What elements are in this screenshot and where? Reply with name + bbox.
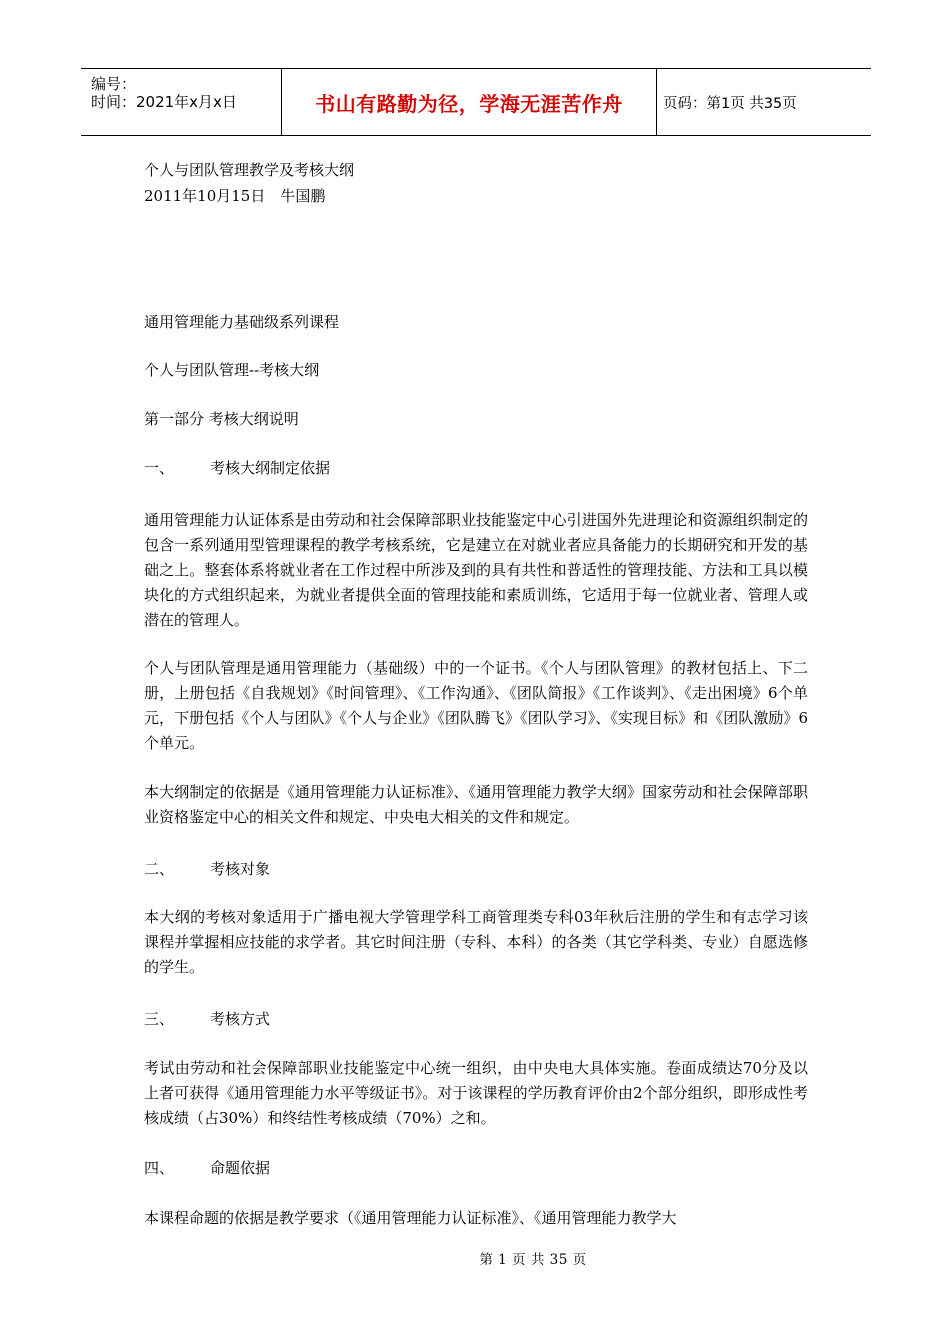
section-heading	[144, 456, 330, 481]
section-heading	[144, 857, 270, 882]
outline-subtitle: 个人与团队管理--考核大纲	[144, 361, 320, 379]
part-heading: 第一部分 考核大纲说明	[144, 410, 299, 428]
header-motto-cell	[282, 69, 657, 135]
section-title: 命题依据	[210, 1159, 271, 1177]
section-title: 考核大纲制定依据	[210, 459, 331, 477]
section-number: 一、	[144, 459, 175, 477]
document-title: 个人与团队管理教学及考核大纲	[144, 161, 355, 179]
section-heading	[144, 1156, 270, 1181]
section-title: 考核方式	[210, 1010, 271, 1028]
paragraph: 考试由劳动和社会保障部职业技能鉴定中心统一组织，由中央电大具体实施。卷面成绩达70分及以上者可获得《通用管理能力水平等级证书》。对于该课程的学历教育评价由2个部分组织，即形成性考核成绩（占30%）和终结性考核成绩（70%）之和。	[144, 1059, 808, 1127]
section-number: 三、	[144, 1010, 175, 1028]
footer-page-number: 第 1 页 共 35 页	[479, 1252, 587, 1268]
paragraph: 本大纲制定的依据是《通用管理能力认证标准》、《通用管理能力教学大纲》国家劳动和社会保障部职业资格鉴定中心的相关文件和规定、中央电大相关的文件和规定。	[144, 783, 808, 826]
motto-text: 书山有路勤为径，学海无涯苦作舟	[315, 91, 623, 116]
section-number: 二、	[144, 860, 175, 878]
paragraph: 本大纲的考核对象适用于广播电视大学管理学科工商管理类专科03年秋后注册的学生和有志学习该课程并掌握相应技能的求学者。其它时间注册（专科、本科）的各类（其它学科类、专业）自愿选修的学生。	[144, 908, 808, 976]
header-page-cell	[657, 69, 871, 135]
document-meta: 2011年10月15日 牛国鹏	[144, 187, 326, 205]
page-footer	[0, 1248, 950, 1268]
section-title: 考核对象	[210, 860, 271, 878]
paragraph: 本课程命题的依据是教学要求（《通用管理能力认证标准》、《通用管理能力教学大	[144, 1209, 677, 1227]
number-label: 编号：	[91, 75, 137, 93]
time-label: 时间：2021年x月x日	[91, 93, 237, 111]
series-title: 通用管理能力基础级系列课程	[144, 313, 340, 331]
section-number: 四、	[144, 1159, 175, 1177]
section-heading	[144, 1007, 270, 1032]
header-meta-cell	[81, 69, 282, 135]
page-info: 页码：第1页 共35页	[663, 95, 797, 112]
paragraph: 通用管理能力认证体系是由劳动和社会保障部职业技能鉴定中心引进国外先进理论和资源组织制定的包含一系列通用型管理课程的教学考核系统，它是建立在对就业者应具备能力的长期研究和开发的基础之上。整套体系将就业者在工作过程中所涉及到的具有共性和普适性的管理技能、方法和工具以模块化的方式组织起来，为就业者提供全面的管理技能和素质训练，它适用于每一位就业者、管理人或潜在的管理人。	[144, 511, 808, 629]
paragraph: 个人与团队管理是通用管理能力（基础级）中的一个证书。《个人与团队管理》的教材包括上、下二册，上册包括《自我规划》《时间管理》、《工作沟通》、《团队简报》《工作谈判》、《走出困境》6个单元，下册包括《个人与团队》《个人与企业》《团队腾飞》《团队学习》、《实现目标》和《团队激励》6个单元。	[144, 659, 808, 752]
page-header	[81, 68, 871, 136]
